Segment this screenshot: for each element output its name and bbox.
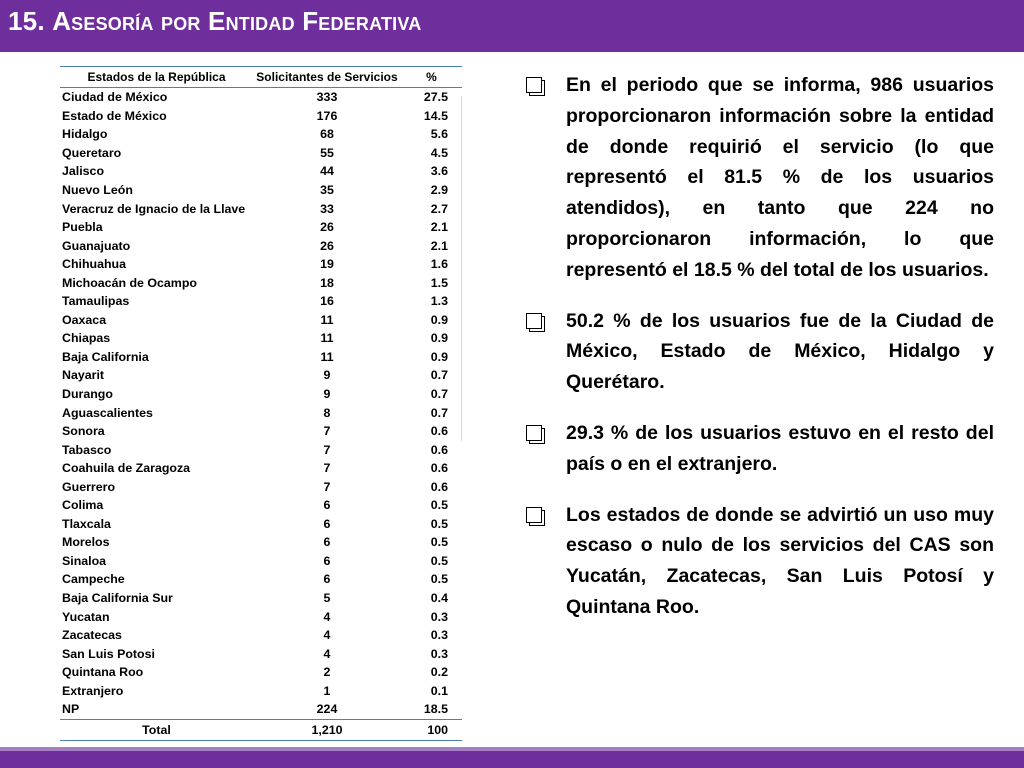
percent-cell: 4.5 — [430, 145, 448, 160]
table-row — [60, 348, 462, 367]
table-row — [60, 700, 462, 719]
percent-cell: 2.9 — [430, 183, 448, 197]
table-row — [60, 403, 462, 422]
percent-cell: 0.7 — [430, 405, 448, 420]
state-name-cell: Tabasco — [62, 442, 112, 457]
percent-cell: 0.5 — [430, 553, 448, 568]
percent-cell: 0.3 — [430, 609, 448, 624]
state-name-cell: Chiapas — [62, 331, 111, 346]
percent-cell: 1.6 — [430, 257, 448, 272]
percent-cell: 5.6 — [430, 127, 448, 142]
state-name-cell: Queretaro — [62, 145, 122, 160]
requesters-cell: 4 — [323, 646, 331, 661]
state-name-cell: Oaxaca — [62, 312, 107, 327]
bottom-bar — [0, 747, 1024, 768]
header-states: Estados de la República — [60, 67, 253, 88]
table-row — [60, 385, 462, 404]
requesters-cell: 2 — [323, 665, 331, 680]
requesters-cell: 16 — [320, 294, 334, 309]
requesters-cell: 8 — [323, 405, 331, 420]
table-row — [60, 459, 462, 478]
state-name-cell: Colima — [62, 498, 104, 513]
state-name-cell: Quintana Roo — [62, 665, 144, 680]
percent-cell: 0.4 — [430, 591, 448, 606]
state-name-cell: Durango — [62, 387, 113, 402]
state-name-cell: Hidalgo — [62, 127, 108, 142]
table-row — [60, 477, 462, 496]
total-label: Total — [60, 719, 253, 740]
requesters-cell: 1 — [323, 683, 331, 698]
percent-cell: 2.1 — [430, 220, 448, 235]
percent-cell: 27.5 — [423, 90, 448, 105]
state-name-cell: Campeche — [62, 572, 125, 587]
bullet-item — [524, 70, 994, 286]
table-row — [60, 199, 462, 218]
state-name-cell: Chihuahua — [62, 257, 127, 272]
header-requesters: Solicitantes de Servicios — [253, 67, 401, 88]
slide-title-number: 15. — [8, 6, 45, 36]
state-name-cell: Veracruz de Ignacio de la Llave — [62, 201, 246, 216]
state-name-cell: NP — [62, 702, 80, 717]
table-row — [60, 589, 462, 608]
total-count: 1,210 — [253, 719, 401, 740]
percent-cell: 0.6 — [430, 461, 448, 476]
slide-title-text: Asesoría por Entidad Federativa — [52, 6, 422, 36]
bullet-text: En el periodo que se informa, 986 usuarios proporcionaron información sobre la entidad de donde requirió el servicio (lo que representó el 81.5 % de los usuarios atendidos), en tanto que 224 no proporcionaron información, lo que representó el 18.5 % del total de los usuarios. — [566, 74, 994, 281]
requesters-cell: 26 — [320, 220, 334, 235]
checkbox-bullet-icon — [526, 507, 542, 523]
slide-title — [8, 6, 421, 37]
table-row — [60, 366, 462, 385]
requesters-cell: 35 — [320, 183, 334, 197]
total-percent: 100 — [401, 719, 462, 740]
state-name-cell: Guanajuato — [62, 238, 131, 253]
requesters-cell: 11 — [320, 349, 334, 364]
table-header-row — [60, 67, 462, 88]
table-row — [60, 236, 462, 255]
checkbox-bullet-icon — [526, 425, 542, 441]
requesters-cell: 68 — [320, 127, 334, 142]
bullet-text: 29.3 % de los usuarios estuvo en el resto del país o en el extranjero. — [566, 421, 994, 475]
checkbox-bullet-icon — [526, 313, 542, 329]
percent-cell: 1.5 — [430, 275, 448, 290]
requesters-cell: 6 — [323, 572, 331, 587]
state-name-cell: Estado de México — [62, 108, 167, 123]
title-bar — [0, 0, 1024, 52]
percent-cell: 0.5 — [430, 516, 448, 531]
table-row — [60, 181, 462, 200]
state-name-cell: Tamaulipas — [62, 294, 130, 309]
requesters-cell: 7 — [323, 479, 331, 494]
table-row — [60, 607, 462, 626]
percent-cell: 0.6 — [430, 479, 448, 494]
percent-cell: 0.2 — [430, 665, 448, 680]
table-row — [60, 144, 462, 163]
percent-cell: 3.6 — [430, 164, 448, 179]
state-name-cell: Puebla — [62, 220, 103, 235]
percent-cell: 0.9 — [430, 331, 448, 346]
bullet-list — [524, 70, 994, 623]
percent-cell: 0.7 — [430, 368, 448, 383]
percent-cell: 0.1 — [430, 683, 448, 698]
requesters-cell: 6 — [323, 535, 331, 550]
table-row — [60, 218, 462, 237]
requesters-cell: 44 — [320, 164, 334, 179]
requesters-cell: 6 — [323, 553, 331, 568]
table-row — [60, 292, 462, 311]
percent-cell: 0.5 — [430, 498, 448, 513]
state-name-cell: Jalisco — [62, 164, 105, 179]
requesters-cell: 9 — [323, 387, 331, 402]
table-row — [60, 644, 462, 663]
state-name-cell: Michoacán de Ocampo — [62, 275, 197, 290]
table-row — [60, 515, 462, 534]
table-row — [60, 533, 462, 552]
percent-cell: 18.5 — [423, 702, 448, 717]
requesters-cell: 4 — [323, 609, 331, 624]
table-row — [60, 552, 462, 571]
table-row — [60, 88, 462, 107]
requesters-cell: 18 — [320, 275, 334, 290]
requesters-cell: 4 — [323, 628, 331, 643]
table-row — [60, 663, 462, 682]
requesters-cell: 6 — [323, 498, 331, 513]
table-total-row — [60, 719, 462, 740]
percent-cell: 1.3 — [430, 294, 448, 309]
table-row — [60, 125, 462, 144]
table-row — [60, 422, 462, 441]
requesters-cell: 7 — [323, 442, 331, 457]
state-name-cell: Sonora — [62, 424, 105, 439]
percent-cell: 14.5 — [423, 108, 448, 123]
requesters-cell: 7 — [323, 461, 331, 476]
percent-cell: 2.7 — [430, 201, 448, 216]
requesters-cell: 6 — [323, 516, 331, 531]
state-name-cell: Baja California — [62, 349, 149, 364]
table-row — [60, 329, 462, 348]
state-name-cell: Baja California Sur — [62, 591, 173, 606]
state-name-cell: Nayarit — [62, 368, 105, 383]
state-name-cell: Ciudad de México — [62, 90, 168, 105]
state-name-cell: Extranjero — [62, 683, 124, 698]
bullet-text: Los estados de donde se advirtió un uso muy escaso o nulo de los servicios del CAS son Yucatán, Zacatecas, San Luis Potosí y Quintana Roo. — [566, 503, 994, 618]
percent-cell: 0.3 — [430, 628, 448, 643]
bullet-item — [524, 306, 994, 398]
state-name-cell: Yucatan — [62, 609, 110, 624]
requesters-cell: 11 — [320, 331, 334, 346]
requesters-cell: 224 — [316, 702, 338, 717]
percent-cell: 0.9 — [430, 312, 448, 327]
state-name-cell: Guerrero — [62, 479, 116, 494]
percent-cell: 2.1 — [430, 238, 448, 253]
percent-cell: 0.9 — [430, 349, 448, 364]
requesters-cell: 176 — [316, 108, 338, 123]
state-name-cell: Coahuila de Zaragoza — [62, 461, 191, 476]
table-row — [60, 311, 462, 330]
percent-cell: 0.3 — [430, 646, 448, 661]
requesters-cell: 7 — [323, 424, 331, 439]
table-row — [60, 107, 462, 126]
requesters-cell: 333 — [316, 90, 338, 105]
table-right-edge — [461, 96, 462, 441]
requesters-cell: 9 — [323, 368, 331, 383]
state-name-cell: Sinaloa — [62, 553, 107, 568]
state-name-cell: Aguascalientes — [62, 405, 153, 420]
header-percent: % — [401, 67, 462, 88]
requesters-cell: 33 — [320, 201, 334, 216]
table-row — [60, 570, 462, 589]
states-table-wrapper — [60, 66, 462, 741]
checkbox-bullet-icon — [526, 77, 542, 93]
percent-cell: 0.5 — [430, 572, 448, 587]
states-table — [60, 66, 462, 741]
bullet-item — [524, 418, 994, 480]
table-row — [60, 440, 462, 459]
requesters-cell: 26 — [320, 238, 334, 253]
bullet-text: 50.2 % de los usuarios fue de la Ciudad de México, Estado de México, Hidalgo y Querétaro. — [566, 309, 994, 394]
percent-cell: 0.6 — [430, 442, 448, 457]
table-row — [60, 255, 462, 274]
requesters-cell: 19 — [320, 257, 334, 272]
state-name-cell: Zacatecas — [62, 628, 122, 643]
state-name-cell: Morelos — [62, 535, 110, 550]
percent-cell: 0.5 — [430, 535, 448, 550]
state-name-cell: San Luis Potosi — [62, 646, 155, 661]
bullet-item — [524, 500, 994, 623]
state-name-cell: Tlaxcala — [62, 516, 111, 531]
percent-cell: 0.7 — [430, 387, 448, 402]
requesters-cell: 55 — [320, 145, 334, 160]
table-row — [60, 162, 462, 181]
percent-cell: 0.6 — [430, 424, 448, 439]
table-row — [60, 496, 462, 515]
requesters-cell: 5 — [323, 591, 331, 606]
state-name-cell: Nuevo León — [62, 183, 133, 197]
table-row — [60, 273, 462, 292]
requesters-cell: 11 — [320, 312, 334, 327]
table-body — [60, 88, 462, 720]
table-row — [60, 626, 462, 645]
table-row — [60, 682, 462, 701]
